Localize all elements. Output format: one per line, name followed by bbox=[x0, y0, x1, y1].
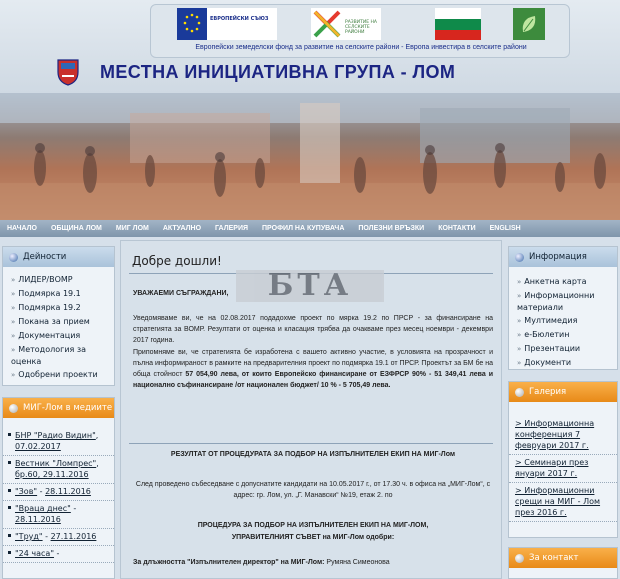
media-item[interactable]: БНР "Радио Видин", 07.02.2017 bbox=[3, 428, 114, 456]
gallery-link[interactable]: > Семинари през януари 2017 г. bbox=[509, 455, 617, 483]
eu-funding-text: Европейски земеделски фонд за развитие на селските райони - Европа инвестира в селските райони bbox=[195, 44, 527, 51]
arrow-icon: » bbox=[11, 346, 16, 354]
lom-crest-icon bbox=[56, 58, 80, 86]
gallery-box bbox=[508, 381, 618, 538]
strategy-paragraph: Припомняме ви, че стратегията бе изработена с вашето активно участие, в условията на прозрачност и пълна информираност в рамките на предварителния проект по подмярка 19.1 от ПРСР. Проектът за БМ бе на обща стойност 57 054,90 лева, от които Европейско финансиране от ЕЗФРСР 90% - 51 349,41 лева и национално съфинансиране /от национален бюджет/ 10 % - 5 705,49 лева. bbox=[133, 349, 493, 389]
header-banner-photo bbox=[0, 93, 620, 220]
site-title[interactable]: МЕСТНА ИНИЦИАТИВНА ГРУПА - ЛОМ bbox=[100, 62, 456, 82]
council-approval: УПРАВИТЕЛНИЯТ СЪВЕТ на МИГ-Лом одобри: bbox=[231, 534, 395, 541]
director-position: За длъжността "Изпълнителен директор" на МИГ-Лом: Румяна Симеонова bbox=[133, 559, 390, 566]
rdp-logo-caption: РАЗВИТИЕ НА СЕЛСКИТЕ РАЙОНИ bbox=[345, 20, 377, 35]
gallery-link[interactable]: > Информационни срещи на МИГ - Лом през 2016 г. bbox=[509, 483, 617, 522]
media-item[interactable]: "Труд" - 27.11.2016 bbox=[3, 529, 114, 546]
info-title: Информация bbox=[529, 252, 587, 262]
nav-useful-links[interactable]: ПОЛЕЗНИ ВРЪЗКИ bbox=[358, 225, 425, 232]
contact-box bbox=[508, 547, 618, 579]
arrow-icon: » bbox=[11, 318, 16, 326]
nav-mig-lom[interactable]: МИГ ЛОМ bbox=[115, 225, 149, 232]
bullet-icon bbox=[515, 554, 524, 563]
media-header bbox=[3, 398, 114, 418]
gallery-title: Галерия bbox=[529, 387, 567, 397]
arrow-icon: » bbox=[11, 332, 16, 340]
activity-link[interactable]: » Покана за прием bbox=[11, 317, 90, 326]
gallery-header bbox=[509, 382, 617, 402]
leader-logo-icon bbox=[513, 8, 545, 40]
nav-contacts[interactable]: КОНТАКТИ bbox=[438, 225, 476, 232]
arrow-icon: » bbox=[517, 278, 522, 286]
arrow-icon: » bbox=[11, 304, 16, 312]
nav-home[interactable]: НАЧАЛО bbox=[7, 225, 37, 232]
media-item[interactable]: "Зов" - 28.11.2016 bbox=[3, 484, 114, 501]
bulgaria-flag-icon bbox=[435, 8, 481, 40]
info-link[interactable]: » е-Бюлетин bbox=[517, 330, 570, 339]
activity-link[interactable]: » Документация bbox=[11, 331, 81, 340]
arrow-icon: » bbox=[517, 345, 522, 353]
procedure-title: ПРОЦЕДУРА ЗА ПОДБОР НА ИЗПЪЛНИТЕЛЕН ЕКИП НА МИГ-ЛОМ, bbox=[197, 522, 429, 529]
arrow-icon: » bbox=[517, 359, 522, 367]
activity-link[interactable]: » Одобрени проекти bbox=[11, 370, 98, 379]
activities-box bbox=[2, 246, 115, 386]
bullet-icon bbox=[9, 253, 18, 262]
media-title: МИГ-Лом в медиите bbox=[23, 403, 113, 413]
gallery-link[interactable]: > Информационна конференция 7 февруари 2017 г. bbox=[509, 416, 617, 455]
contact-title: За контакт bbox=[529, 553, 579, 563]
site-header bbox=[0, 0, 620, 93]
info-box bbox=[508, 246, 618, 370]
media-item[interactable]: "24 часа" - bbox=[3, 546, 114, 563]
nav-buyer-profile[interactable]: ПРОФИЛ НА КУПУВАЧА bbox=[262, 225, 345, 232]
activities-title: Дейности bbox=[23, 252, 67, 262]
info-link[interactable]: » Информационни материали bbox=[517, 291, 595, 312]
arrow-icon: » bbox=[11, 290, 16, 298]
main-navigation bbox=[0, 220, 620, 237]
activity-link[interactable]: » Методология за оценка bbox=[11, 345, 87, 366]
activity-link[interactable]: » Подмярка 19.2 bbox=[11, 303, 81, 312]
nav-municipality[interactable]: ОБЩИНА ЛОМ bbox=[51, 225, 102, 232]
info-link[interactable]: » Анкетна карта bbox=[517, 277, 587, 286]
result-title: РЕЗУЛТАТ ОТ ПРОЦЕДУРАТА ЗА ПОДБОР НА ИЗПЪЛНИТЕЛЕН ЕКИП НА МИГ-Лом bbox=[170, 451, 456, 458]
divider bbox=[129, 443, 493, 444]
activity-link[interactable]: » Подмярка 19.1 bbox=[11, 289, 81, 298]
arrow-icon: » bbox=[517, 331, 522, 339]
activity-link[interactable]: » ЛИДЕР/ВОМР bbox=[11, 275, 73, 284]
info-link[interactable]: » Мултимедия bbox=[517, 316, 578, 325]
result-text: След проведено събеседване с допуснатите кандидати на 10.05.2017 г., от 17.30 ч. в офиса на „МИГ-Лом“, с адрес: гр. Лом, ул. „Г. Манавски“ №19, етаж 2. по bbox=[135, 481, 491, 499]
funding-logos-panel bbox=[150, 4, 570, 58]
media-item[interactable]: Вестник "Ломпрес", бр.60, 29.11.2016 bbox=[3, 456, 114, 484]
activities-header bbox=[3, 247, 114, 267]
arrow-icon: » bbox=[517, 292, 522, 300]
nav-gallery[interactable]: ГАЛЕРИЯ bbox=[215, 225, 249, 232]
info-header bbox=[509, 247, 617, 267]
eu-logo-caption: ЕВРОПЕЙСКИ СЪЮЗ bbox=[210, 16, 269, 22]
greeting: УВАЖАЕМИ СЪГРАЖДАНИ, bbox=[133, 290, 229, 297]
media-box bbox=[2, 397, 115, 579]
contact-header bbox=[509, 548, 617, 568]
arrow-icon: » bbox=[11, 371, 16, 379]
bullet-icon bbox=[515, 253, 524, 262]
media-item[interactable]: "Враца днес" - 28.11.2016 bbox=[3, 501, 114, 529]
eu-logo bbox=[177, 8, 277, 40]
nav-news[interactable]: АКТУАЛНО bbox=[162, 225, 202, 232]
arrow-icon: » bbox=[517, 317, 522, 325]
nav-english[interactable]: ENGLISH bbox=[489, 225, 521, 232]
arrow-icon: » bbox=[11, 276, 16, 284]
bta-watermark-logo: БТА bbox=[236, 270, 384, 302]
info-link[interactable]: » Документи bbox=[517, 358, 572, 367]
bullet-icon bbox=[9, 404, 18, 413]
bullet-icon bbox=[515, 388, 524, 397]
rdp-logo bbox=[311, 8, 381, 40]
page-heading: Добре дошли! bbox=[132, 254, 222, 268]
info-link[interactable]: » Презентации bbox=[517, 344, 581, 353]
intro-paragraph: Уведомяваме ви, че на 02.08.2017 подадохме проект по мярка 19.2 по ПРСР - за финансиране на стратегията за ВОМР. Резултати от оценка и класация трябва да очакваме през месец ноември - декември 2017 година. bbox=[133, 315, 493, 344]
